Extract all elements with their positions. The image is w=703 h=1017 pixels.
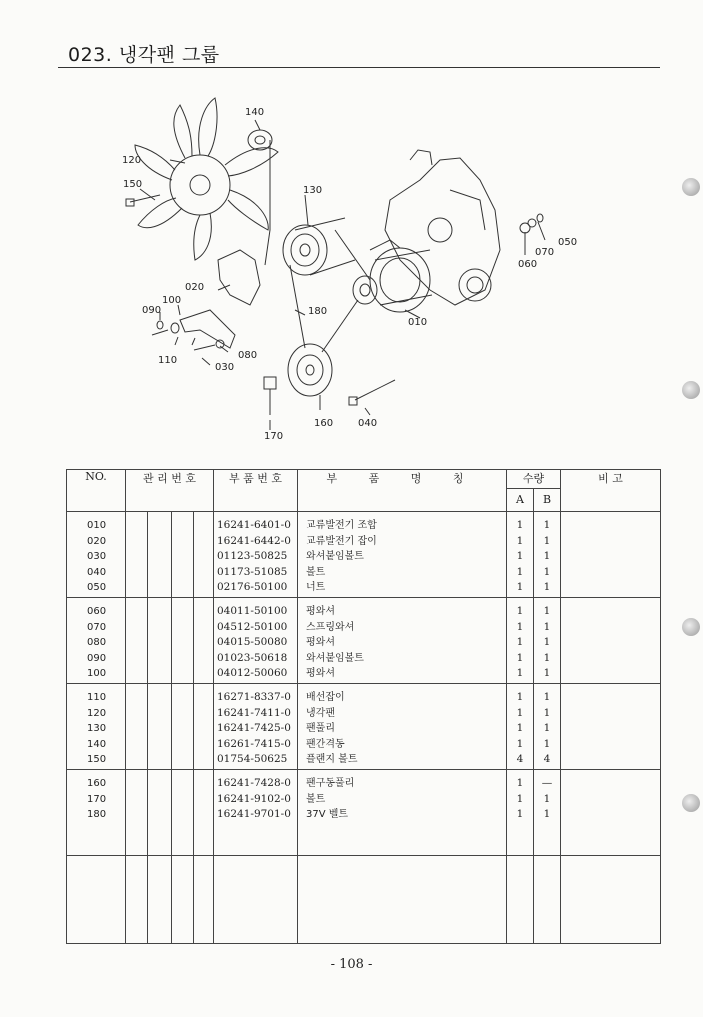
part-no-cell [214,770,298,856]
part-name-cell-value: 팬간격동 [306,738,345,750]
qty-a-cell-value: 4 [516,753,524,765]
part-no-cell-value: 01023-50618 [217,651,288,664]
item-no-cell-value: 060 [87,606,107,617]
part-no-cell-value: 16241-7411-0 [217,706,291,719]
management-no-cell [194,856,214,944]
part-no-cell-value: 04512-50100 [217,620,288,633]
callout-label: 140 [245,107,265,118]
qty-a-cell [507,856,534,944]
qty-a-cell-value: 1 [516,691,524,703]
parts-table [66,469,661,944]
qty-a-cell-value: 1 [516,550,524,562]
qty-a-cell-value: 1 [516,605,524,617]
item-no-cell-value: 030 [87,551,107,562]
management-no-cell [172,598,194,684]
part-no-cell [214,684,298,770]
management-no-cell [172,512,194,598]
part-name-cell-value: 37V 벨트 [306,809,349,820]
item-no-cell-value: 160 [87,778,107,789]
part-name-cell-value: 스프링와셔 [306,621,355,633]
management-no-cell [148,770,172,856]
management-no-cell [126,598,148,684]
part-name-cell [298,770,507,856]
callout-label: 040 [358,418,378,429]
management-no-cell [148,856,172,944]
part-no-cell-value: 16241-6442-0 [217,534,291,547]
qty-b-cell-value: 1 [543,620,551,633]
qty-b-cell-value: 1 [543,519,551,531]
header-remarks: 비 고 [561,470,661,512]
header-qty-a: A [507,489,534,511]
callout-label: 070 [535,247,555,258]
part-no-cell [214,598,298,684]
binder-hole [682,178,700,196]
part-no-cell-value: 04011-50100 [217,605,288,617]
qty-a-cell-value: 1 [516,519,524,531]
management-no-cell [194,684,214,770]
qty-a-cell [507,512,534,598]
fan-spacer-drawing [248,130,272,150]
remarks-cell [561,512,661,598]
drive-pulley-drawing [288,344,332,396]
qty-b-cell-value: — [541,777,553,789]
management-no-cell [172,856,194,944]
management-no-cell [126,684,148,770]
callout-label: 050 [558,237,578,248]
callout-label: 020 [185,282,205,293]
part-no-cell-value: 01173-51085 [217,565,288,578]
exploded-parts-diagram [100,90,600,450]
part-name-cell-value: 배선잡이 [306,692,345,703]
header-qty-b: B [542,493,552,506]
qty-b-cell-value: 1 [543,565,551,578]
part-no-cell-value: 16271-8337-0 [217,691,291,703]
qty-a-cell [507,598,534,684]
qty-a-cell-value: 1 [516,651,524,664]
management-no-cell [126,512,148,598]
qty-b-cell [534,598,561,684]
part-no-cell-value: 01754-50625 [217,753,288,765]
callout-label: 100 [162,295,182,306]
management-no-cell [172,684,194,770]
part-no-cell-value: 16241-9102-0 [217,792,291,805]
qty-b-cell [534,512,561,598]
item-no-cell-value: 090 [87,652,107,664]
part-no-cell-value: 16261-7415-0 [217,737,291,750]
qty-b-cell [534,770,561,856]
management-no-cell [194,770,214,856]
part-no-cell-value: 16241-7425-0 [217,722,291,734]
binder-hole [682,618,700,636]
page-title: 023. 냉각팬 그룹 [68,44,220,66]
management-no-cell [148,598,172,684]
table-group [67,512,661,598]
item-no-cell-value: 150 [87,754,107,765]
header-quantity [507,470,561,512]
qty-a-cell-value: 1 [516,636,524,648]
qty-a-cell-value: 1 [516,706,524,719]
qty-b-cell-value: 1 [543,651,551,664]
header-qty-label: 수량 [507,470,560,489]
header-part-no: 부 품 번 호 [214,470,298,512]
item-no-cell-value: 170 [87,793,107,805]
qty-a-cell-value: 1 [516,667,524,679]
management-no-cell [126,856,148,944]
item-no-cell [67,856,126,944]
qty-b-cell-value: 1 [543,605,551,617]
item-no-cell-value: 040 [87,566,107,578]
part-name-cell-value: 너트 [306,582,326,593]
callout-label: 150 [123,179,143,190]
fan-pulley-drawing [283,218,355,275]
callout-label: 060 [518,259,538,270]
part-no-cell-value: 04015-50080 [217,636,288,648]
callout-label: 090 [142,305,162,316]
remarks-cell [561,856,661,944]
qty-a-cell-value: 1 [516,565,524,578]
part-name-cell-value: 평와셔 [306,606,335,617]
part-no-cell-value: 04012-50060 [217,667,288,679]
part-name-cell-value: 교류발전기 조합 [306,520,377,531]
part-name-cell-value: 플랜지 볼트 [306,754,358,765]
alternator-drawing [353,240,432,312]
item-no-cell-value: 080 [87,637,107,648]
item-no-cell [67,598,126,684]
management-no-cell [148,684,172,770]
qty-b-cell-value: 1 [543,636,551,648]
header-part-name: 부 품 명 칭 [298,470,507,512]
part-name-cell-value: 평와셔 [306,637,335,648]
alternator-bracket-drawing [218,250,260,305]
part-name-cell [298,684,507,770]
part-name-cell-value: 와셔붙임볼트 [306,551,364,562]
item-no-cell [67,512,126,598]
qty-a-cell [507,684,534,770]
table-group [67,598,661,684]
qty-b-cell-value: 1 [543,691,551,703]
qty-a-cell-value: 1 [516,808,524,820]
remarks-cell [561,684,661,770]
header-management-no: 관 리 번 호 [126,470,214,512]
table-header-row [67,470,661,512]
qty-b-cell-value: 1 [543,581,551,593]
item-no-cell-value: 070 [87,621,107,633]
table-group [67,770,661,856]
qty-a-cell-value: 1 [516,792,524,805]
management-no-cell [148,512,172,598]
callout-label: 130 [303,185,323,196]
table-group [67,856,661,944]
qty-a-cell-value: 1 [516,777,524,789]
part-no-cell-value: 02176-50100 [217,581,288,593]
callout-label: 010 [408,317,428,328]
part-name-cell [298,512,507,598]
item-no-cell-value: 110 [87,692,107,703]
item-no-cell-value: 130 [87,723,107,734]
part-name-cell-value: 볼트 [306,566,326,578]
part-name-cell [298,598,507,684]
qty-b-cell-value: 4 [543,753,551,765]
item-no-cell-value: 140 [87,738,107,750]
callout-label: 080 [238,350,258,361]
qty-b-cell-value: 1 [543,808,551,820]
management-no-cell [126,770,148,856]
qty-b-cell [534,684,561,770]
part-no-cell-value: 16241-9701-0 [217,808,291,820]
qty-b-cell-value: 1 [543,792,551,805]
qty-a-cell-value: 1 [516,534,524,547]
callout-label: 110 [158,355,178,366]
part-name-cell-value: 교류발전기 잡이 [306,535,377,547]
part-name-cell-value: 와셔붙임볼트 [306,652,364,664]
qty-a-cell-value: 1 [516,581,524,593]
engine-block-drawing [385,150,500,305]
item-no-cell-value: 050 [87,582,107,593]
part-no-cell-value: 16241-6401-0 [217,519,291,531]
qty-a-cell-value: 1 [516,620,524,633]
qty-b-cell-value: 1 [543,737,551,750]
callout-label: 170 [264,431,284,442]
part-name-cell [298,856,507,944]
page-number: - 108 - [330,957,373,972]
callout-label: 030 [215,362,235,373]
remarks-cell [561,598,661,684]
qty-b-cell-value: 1 [543,550,551,562]
binder-hole [682,381,700,399]
management-no-cell [172,770,194,856]
callout-label: 160 [314,418,334,429]
item-no-cell-value: 180 [87,809,107,820]
part-no-cell-value: 16241-7428-0 [217,777,291,789]
part-name-cell-value: 볼트 [306,793,326,805]
qty-b-cell-value: 1 [543,667,551,679]
title-divider [58,67,660,68]
qty-b-cell-value: 1 [543,722,551,734]
part-name-cell-value: 팬풀리 [306,723,335,734]
part-name-cell-value: 평와셔 [306,668,335,679]
item-no-cell-value: 120 [87,707,107,719]
qty-b-cell-value: 1 [543,706,551,719]
qty-a-cell-value: 1 [516,737,524,750]
part-no-cell [214,512,298,598]
item-no-cell-value: 100 [87,668,107,679]
item-no-cell-value: 010 [87,520,107,531]
qty-a-cell-value: 1 [516,722,524,734]
header-no: NO. [67,470,126,512]
callout-label: 180 [308,306,328,317]
management-no-cell [194,598,214,684]
item-no-cell [67,770,126,856]
qty-a-cell [507,770,534,856]
part-no-cell-value: 01123-50825 [217,550,288,562]
item-no-cell-value: 020 [87,535,107,547]
remarks-cell [561,770,661,856]
callout-label: 120 [122,155,142,166]
part-name-cell-value: 팬구동풀리 [306,778,355,789]
binder-hole [682,794,700,812]
part-no-cell [214,856,298,944]
v-belt-drawing [290,230,370,352]
part-name-cell-value: 냉각팬 [306,707,335,719]
qty-b-cell [534,856,561,944]
item-no-cell [67,684,126,770]
management-no-cell [194,512,214,598]
qty-b-cell-value: 1 [543,534,551,547]
table-group [67,684,661,770]
